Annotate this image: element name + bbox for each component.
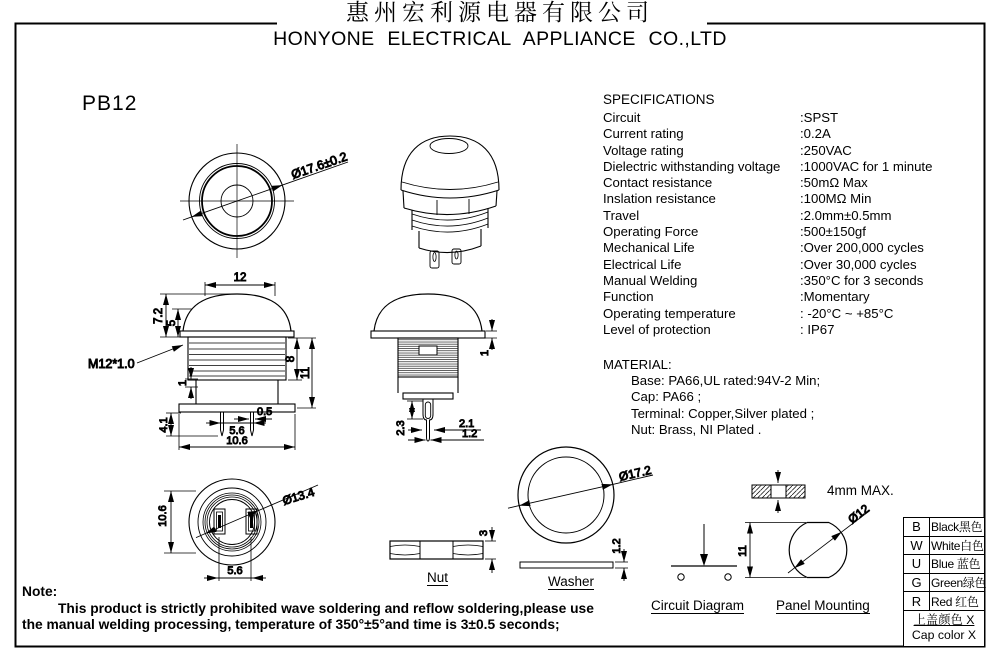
dim-bottom-diameter: Ø13.4: [280, 484, 317, 508]
dim-body-length: 11: [300, 367, 312, 379]
cap-color-footer: [904, 611, 984, 643]
thread-spec-label: M12*1.0: [88, 357, 135, 371]
cap-color-name: Black黑色: [931, 520, 983, 535]
spec-label: Operating Force: [603, 224, 699, 240]
specifications-section: [603, 90, 983, 338]
specifications-title: SPECIFICATIONS: [603, 92, 715, 107]
material-line: Base: PA66,UL rated:94V-2 Min;: [631, 373, 821, 388]
spec-label: Dielectric withstanding voltage: [603, 158, 781, 174]
company-name-english: HONYONE ELECTRICAL APPLIANCE CO.,LTD: [273, 28, 727, 50]
spec-value: :1000VAC for 1 minute: [800, 158, 933, 174]
spec-row: [603, 257, 983, 273]
spec-value: :Over 30,000 cycles: [800, 256, 917, 272]
nut-label: Nut: [427, 570, 449, 585]
spec-row: [603, 273, 983, 289]
spec-value: :250VAC: [800, 142, 852, 158]
circuit-diagram-drawing: [671, 524, 737, 580]
dim-panel-flat: 11: [737, 545, 749, 557]
spec-row: [603, 191, 983, 207]
spec-label: Function: [603, 289, 654, 305]
spec-label: Circuit: [603, 110, 641, 125]
spec-label: Voltage rating: [603, 142, 684, 158]
spec-label: Manual Welding: [603, 272, 698, 288]
side-view-side-drawing: [371, 294, 497, 441]
dim-pin-length: 4.1: [158, 417, 170, 433]
spec-row: [603, 143, 983, 159]
company-name-chinese: 惠州宏利源电器有限公司: [346, 0, 654, 25]
dim-terminal-width: 2.1: [459, 418, 475, 430]
cap-color-row: [904, 537, 984, 556]
dim-step: 1: [479, 349, 491, 357]
spec-label: Operating temperature: [603, 305, 736, 321]
spec-row: [603, 208, 983, 224]
dim-pin-pitch: 5.6: [229, 425, 245, 437]
panel-mounting-label: Panel Mounting: [776, 598, 870, 613]
spec-label: Electrical Life: [603, 256, 682, 272]
spec-row: [603, 322, 983, 338]
spec-row: [603, 240, 983, 256]
spec-value: :50mΩ Max: [800, 175, 868, 191]
top-view-drawing: [180, 144, 349, 258]
side-view-front-drawing: [88, 272, 316, 450]
spec-row: [603, 175, 983, 191]
spec-label: Mechanical Life: [603, 240, 695, 256]
dim-base-width: 10.6: [157, 505, 169, 527]
spec-row: [603, 110, 983, 126]
dim-slot-height: 2.3: [395, 420, 407, 436]
dim-pin-pitch: 5.6: [227, 565, 243, 577]
note-line: This product is strictly prohibited wave soldering and reflow soldering,please use: [58, 600, 594, 616]
material-title: MATERIAL:: [603, 357, 672, 372]
spec-row: [603, 289, 983, 305]
spec-label: Level of protection: [603, 321, 711, 337]
cap-color-row: [904, 555, 984, 574]
spec-value: :0.2A: [800, 126, 831, 142]
cap-color-name: Green绿色: [931, 576, 987, 591]
cap-color-row: [904, 574, 987, 593]
dim-dome-height: 5: [166, 319, 178, 327]
cap-color-row: [904, 592, 984, 611]
note-line: the manual welding processing, temperature of 350°±5°and time is 3±0.5 seconds;: [22, 617, 560, 633]
spec-row: [603, 224, 983, 240]
dim-terminal-pin-width: 1.2: [462, 428, 478, 440]
dim-cap-diameter: Ø17.6±0.2: [289, 149, 350, 182]
material-section: [603, 356, 983, 438]
cap-color-code: B: [904, 518, 930, 536]
washer-drawing: [508, 447, 653, 581]
circuit-diagram-label: Circuit Diagram: [651, 598, 745, 613]
washer-label: Washer: [548, 574, 595, 589]
cap-color-code: R: [904, 592, 930, 610]
bottom-view-drawing: [157, 479, 318, 581]
material-line: Nut: Brass, NI Plated .: [631, 421, 762, 437]
perspective-view-drawing: [401, 136, 499, 268]
spec-value: :100MΩ Min: [800, 191, 872, 207]
material-line: Terminal: Copper,Silver plated ;: [631, 405, 815, 421]
spec-value: : -20°C ~ +85°C: [800, 305, 894, 321]
spec-row: [603, 306, 983, 322]
cap-color-code: U: [904, 555, 930, 573]
spec-label: Current rating: [603, 126, 684, 142]
cap-color-table: [903, 517, 985, 647]
nut-drawing: [390, 527, 496, 573]
cap-color-row: [904, 518, 984, 537]
spec-label: Contact resistance: [603, 175, 713, 191]
dim-panel-hole-diameter: Ø12: [845, 501, 872, 527]
dim-nut-thickness: 3: [478, 529, 490, 537]
cap-color-footer-en: Cap color X: [911, 627, 977, 642]
spec-value: :500±150gf: [800, 224, 866, 240]
spec-value: :SPST: [800, 110, 839, 125]
note-title: Note:: [22, 584, 58, 599]
dim-cap-top-width: 12: [233, 272, 247, 284]
cap-color-name: Blue 蓝色: [931, 557, 981, 572]
note-section: [22, 584, 672, 634]
spec-value: :350°C for 3 seconds: [800, 272, 924, 288]
spec-value: :Over 200,000 cycles: [800, 240, 924, 256]
panel-thickness-label: 4mm MAX.: [827, 483, 894, 498]
dim-cap-height: 7.2: [153, 308, 165, 324]
dim-washer-thickness: 1.2: [611, 538, 623, 554]
dim-thread-length: 8: [285, 355, 297, 363]
model-number: PB12: [82, 92, 138, 115]
spec-label: Inslation resistance: [603, 191, 716, 207]
spec-row: [603, 126, 983, 142]
material-line: Cap: PA66 ;: [631, 389, 702, 405]
cap-color-footer-cn: 上盖颜色 X: [913, 612, 975, 627]
cap-color-code: W: [904, 537, 930, 555]
dim-pin-thickness: 0.5: [257, 406, 273, 418]
cap-color-name: White白色: [931, 538, 984, 553]
dim-washer-diameter: Ø17.2: [617, 462, 653, 484]
spec-value: : IP67: [800, 321, 835, 337]
spec-row: [603, 159, 983, 175]
spec-label: Travel: [603, 207, 640, 223]
cap-color-name: Red 红色: [931, 594, 979, 609]
spec-value: :2.0mm±0.5mm: [800, 207, 892, 223]
dim-step: 1: [177, 379, 189, 387]
cap-color-code: G: [904, 574, 930, 592]
dim-base-width: 10.6: [226, 435, 248, 447]
spec-value: :Momentary: [800, 289, 870, 305]
